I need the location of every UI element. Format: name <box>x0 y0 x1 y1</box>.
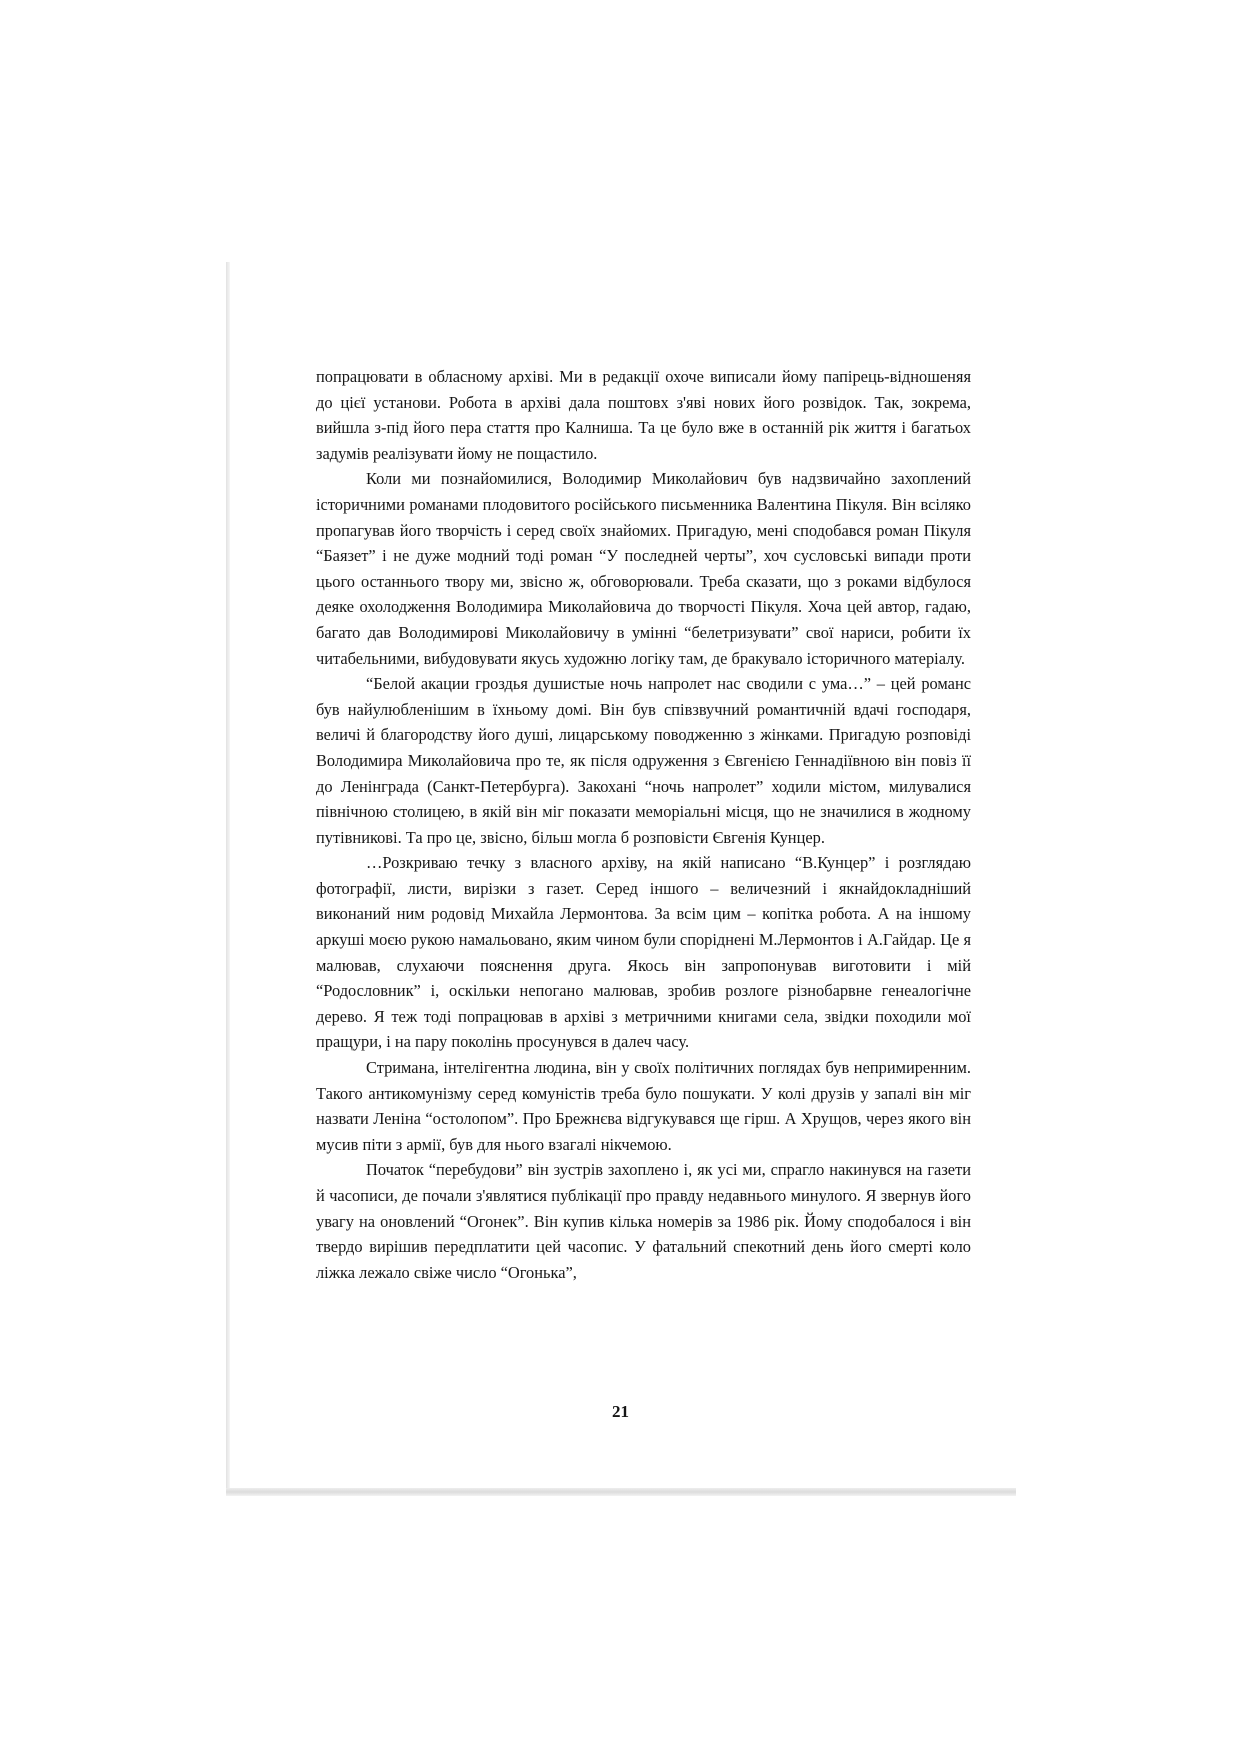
paragraph-5: Стримана, інтелігентна людина, він у своїх політичних поглядах був непримиренним. Такого антикомунізму серед комуністів треба було пошукати. У колі друзів у запалі він міг назвати Леніна “остолопом”. Про Брежнєва відгукувався ще гірш. А Хрущов, через якого він мусив піти з армії, був для нього взагалі нікчемою. <box>316 1058 971 1154</box>
scan-edge-shadow <box>226 262 230 1492</box>
paragraph-4: …Розкриваю течку з власного архіву, на якій написано “В.Кунцер” і розглядаю фотографії, листи, вирізки з газет. Серед іншого – величезний і якнайдокладніший виконаний ним родовід Михайла Лермонтова. За всім цим – копітка робота. А на іншому аркуші моєю рукою намальовано, яким чином були споріднені М.Лермонтов і А.Гайдар. Це я малював, слухаючи пояснення друга. Якось він запропонував виготовити і мій “Родословник” і, оскільки непогано малював, зробив розлоге різнобарвне генеалогічне дерево. Я теж тоді попрацював в архіві з метричними книгами села, звідки походили мої пращури, і на пару поколінь просунувся в далеч часу. <box>316 853 971 1052</box>
paragraph-2: Коли ми познайомилися, Володимир Миколайович був надзвичайно захоплений історичними романами плодовитого російського письменника Валентина Пікуля. Він всіляко пропагував його творчість і серед своїх знайомих. Пригадую, мені сподобався роман Пікуля “Баязет” і не дуже модний тоді роман “У последней черты”, хоч сусловські випади проти цього останнього твору ми, звісно ж, обговорювали. Треба сказати, що з роками відбулося деяке охолодження Володимира Миколайовича до творчості Пікуля. Хоча цей автор, гадаю, багато дав Володимирові Миколайовичу в умінні “белетризувати” свої нариси, робити їх читабельними, вибудовувати якусь художню логіку там, де бракувало історичного матеріалу. <box>316 469 971 668</box>
body-text <box>316 364 971 1285</box>
paragraph-3: “Белой акации гроздья душистые ночь напролет нас сводили с ума…” – цей романс був найулюбленішим в їхньому домі. Він був співзвучний романтичній вдачі господаря, величі й благородству його душі, лицарському поводженню з жінками. Пригадую розповіді Володимира Миколайовича про те, як після одруження з Євгенією Геннадіївною він повіз її до Ленінграда (Санкт-Петербурга). Закохані “ночь напролет” ходили містом, милувалися північною столицею, в якій він міг показати меморіальні місця, що не значилися в жодному путівникові. Та про це, звісно, більш могла б розповісти Євгенія Кунцер. <box>316 674 971 847</box>
scan-bottom-shadow <box>226 1488 1016 1496</box>
page-number: 21 <box>612 1402 629 1421</box>
paragraph-1: попрацювати в обласному архіві. Ми в редакції охоче виписали йому папірець-відношеняя до цієї установи. Робота в архіві дала поштовх з'яві нових його розвідок. Так, зокрема, вийшла з-під його пера стаття про Калниша. Та це було вже в останній рік життя і багатьох задумів реалізувати йому не пощастило. <box>316 367 971 463</box>
paragraph-6: Початок “перебудови” він зустрів захоплено і, як усі ми, спрагло накинувся на газети й часописи, де почали з'являтися публікації про правду недавнього минулого. Я звернув його увагу на оновлений “Огонек”. Він купив кілька номерів за 1986 рік. Йому сподобалося і він твердо вирішив передплатити цей часопис. У фатальний спекотний день його смерті коло ліжка лежало свіже число “Огонька”, <box>316 1160 971 1282</box>
